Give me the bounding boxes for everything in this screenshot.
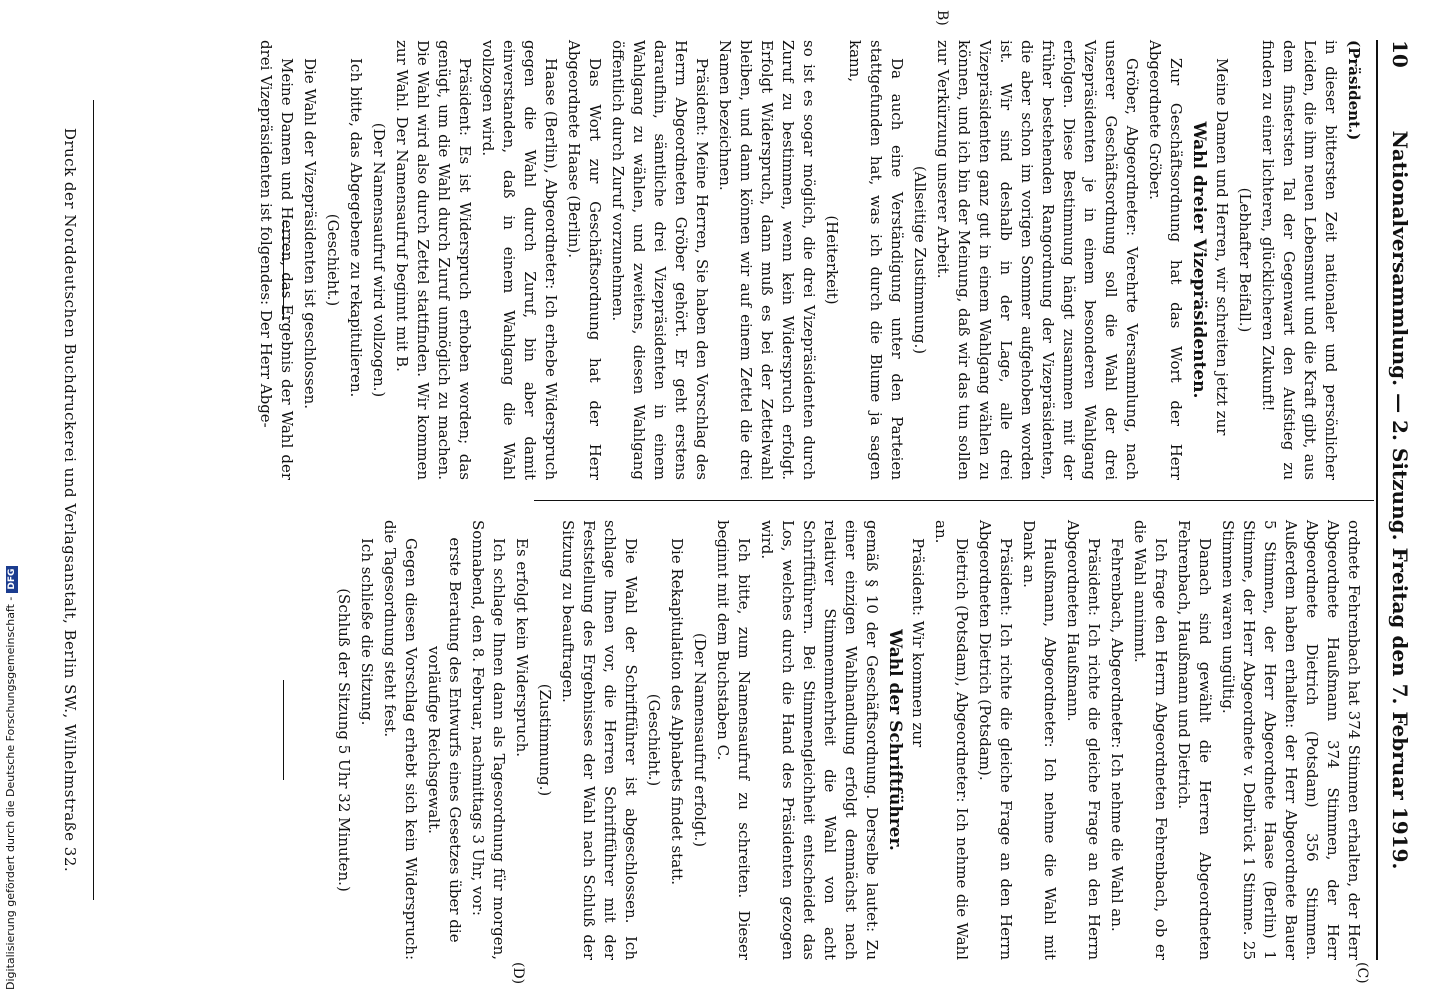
page-header (1384, 40, 1412, 960)
stage-note: (Geschieht.) (645, 693, 663, 787)
paragraph: Ich schließe die Sitzung. (358, 538, 376, 726)
paragraph: Ich bitte, zum Namensaufruf zu schreiten. Dieser beginnt mit dem Buchstaben C. (714, 520, 753, 960)
end-rule-left (283, 220, 284, 320)
paragraph: Ich schlage Ihnen dann als Tagesordnung für morgen, Sonnabend, den 8. Februar, nachmittags 3 Uhr, vor: (469, 520, 508, 960)
paragraph: Dietrich (Potsdam), Abgeordneter: Ich nehme die Wahl an. (932, 520, 971, 960)
paragraph: Fehrenbach, Abgeordneter: Ich nehme die Wahl an. (1108, 538, 1126, 932)
paragraph: Zur Geschäftsordnung hat das Wort der Herr Abgeordnete Gröber. (1146, 40, 1185, 480)
paragraph: Präsident: Wir kommen zur (909, 538, 927, 748)
stage-note: (Geschieht.) (324, 213, 342, 307)
paragraph: Haase (Berlin), Abgeordneter: Ich erhebe Widerspruch gegen die Wahl durch Zuruf, bin aber damit einverstanden, daß in einem Wahlgang die Wahl vollzogen wird. (479, 40, 560, 480)
paragraph: gemäß § 10 der Geschäftsordnung. Derselbe lautet: Zu einer einzigen Wahlhandlung erfolgt demnächst nach relativer Stimmenmehrheit die Wahl von acht Schriftführern. Bei Stimmengleichheit entscheidet das Los, welches durch die Hand des Präsidenten gezogen wird. (758, 520, 881, 960)
paragraph: Ich frage den Herrn Abgeordneten Fehrenbach, ob er die Wahl annimmt. (1131, 520, 1170, 960)
paragraph: Die Rekapitulation des Alphabets findet statt. (668, 538, 686, 885)
margin-mark-d: (D) (510, 962, 526, 985)
paragraph: so ist es sogar möglich, die drei Vizepräsidenten durch Zuruf zu bestimmen, wenn kein Widerspruch erfolgt. Erfolgt Widerspruch, dann muß es bei der Zettelwahl bleiben, und dann können wir auf einem Zettel die drei Namen bezeichnen. (716, 40, 818, 480)
funding-note (4, 566, 18, 990)
footer-rule (93, 100, 94, 900)
section-heading: Wahl der Schriftführer. (885, 629, 905, 851)
paragraph: Da auch eine Verständigung unter den Parteien stattgefunden hat, was ich durch die Blume ja sagen kann, (846, 40, 906, 480)
right-column (331, 520, 1364, 960)
paragraph: Meine Damen und Herren, das Ergebnis der Wahl der drei Vizepräsidenten ist folgendes: Der Herr Abge- (257, 40, 296, 480)
paragraph: Danach sind gewählt die Herren Abgeordneten Fehrenbach, Haußmann und Dietrich. (1175, 520, 1214, 960)
stage-note: (Der Namensaufruf erfolgt.) (691, 632, 709, 848)
paragraph: Präsident: Ich richte die gleiche Frage an den Herrn Abgeordneten Dietrich (Potsdam). (976, 520, 1015, 960)
stage-note: (Lebhafter Beifall.) (1236, 187, 1254, 333)
end-rule-right (283, 680, 284, 780)
running-title: Nationalversammlung. — 2. Sitzung. Freitag den 7. Februar 1919. (1388, 130, 1412, 870)
stage-note: (Schluß der Sitzung 5 Uhr 32 Minuten.) (335, 588, 353, 892)
header-rule (1376, 40, 1378, 960)
stage-note: (Heiterkeit) (823, 215, 841, 305)
stage-note: (Allseitige Zustimmung.) (911, 165, 929, 355)
funding-note-text: Digitalisierung gefördert durch die Deutsche Forschungsgemeinschaft - (4, 596, 17, 990)
paragraph: Präsident: Meine Herren, Sie haben den Vorschlag des Herrn Abgeordneten Gröber gehört. Er geht erstens daraufhin, sämtliche drei Vizepräsidenten in einem Wahlgang zu wählen, und zweitens, diesen Wahlgang öffentlich durch Zuruf vorzunehmen. (609, 40, 711, 480)
paragraph: Die Wahl der Schriftführer ist abgeschlossen. Ich schlage Ihnen vor, die Herren Schriftführer mit der Feststellung des Ergebnisses der Wahl nach Schluß der Sitzung zu beauftragen. (559, 520, 640, 960)
dfg-logo: DFG (6, 566, 18, 593)
paragraph: Die Wahl der Vizepräsidenten ist geschlossen. (301, 58, 319, 410)
left-column (253, 40, 1364, 480)
paragraph: in dieser bittersten Zeit nationaler und persönlicher Leiden, die ihm neuen Lebensmut und die Kraft gibt, aus dem finstersten Tal der Gegenwart den Aufstieg zu finden zu einer lichteren, glücklicheren Zukunft! (1259, 40, 1340, 480)
section-heading: Wahl dreier Vizepräsidenten. (1189, 121, 1209, 399)
paragraph: Präsident: Es ist Widerspruch erhoben worden; das genügt, um die Wahl durch Zuruf unmöglich zu machen. Die Wahl wird also durch Zettel stattfinden. Wir kommen zur Wahl. Der Namensaufruf beginnt mit B. (393, 40, 474, 480)
margin-mark-b: B) (934, 10, 950, 26)
stage-note: (Zustimmung.) (536, 683, 554, 797)
speaker-note: (Präsident.) (1345, 40, 1363, 141)
page-number: 10 (1388, 40, 1412, 68)
paragraph: Es erfolgt kein Widerspruch. (513, 538, 531, 757)
paragraph: Ich bitte, das Abgegebene zu rekapitulieren. (347, 58, 365, 398)
paragraph: Gegen diesen Vorschlag erhebt sich kein Widerspruch: die Tagesordnung steht fest. (381, 520, 420, 960)
paragraph: Gröber, Abgeordneter: Verehrte Versammlung, nach unserer Geschäftsordnung soll die Wahl der drei Vizepräsidenten je in einem besonderen Wahlgang erfolgen. Diese Bestimmung hängt zusammen mit der früher bestehenden Rangordnung der Vizepräsidenten, die aber schon im vorigen Sommer aufgehoben worden ist. Wir sind deshalb in der Lage, alle drei Vizepräsidenten ganz gut in einem Wahlgang wählen zu können, und ich bin der Meinung, daß wir das tun sollen zur Verkürzung unserer Arbeit. (934, 40, 1141, 480)
paragraph: Das Wort zur Geschäftsordnung hat der Herr Abgeordnete Haase (Berlin). (565, 40, 604, 480)
column-divider (534, 500, 1374, 501)
paragraph: Haußmann, Abgeordneter: Ich nehme die Wahl mit Dank an. (1020, 520, 1059, 960)
paragraph: ordnete Fehrenbach hat 374 Stimmen erhalten, der Herr Abgeordnete Haußmann 374 Stimmen, der Herr Abgeordnete Dietrich (Potsdam) 356 Stimmen. Außerdem haben erhalten: der Herr Abgeordnete Bauer 5 Stimmen, der Herr Abgeordnete Haase (Berlin) 1 Stimme, der Herr Abgeordnete v. Delbrück 1 Stimme. 25 Stimmen waren ungültig. (1219, 520, 1363, 960)
agenda-item: erste Beratung des Entwurfs eines Gesetzes über die vorläufige Reichsgewalt. (425, 537, 464, 943)
paragraph: Meine Damen und Herren, wir schreiten jetzt zur (1213, 58, 1231, 436)
paragraph: Präsident: Ich richte die gleiche Frage an den Herrn Abgeordneten Haußmann. (1064, 520, 1103, 960)
printer-imprint: Druck der Norddeutschen Buchdruckerei und Verlagsanstalt, Berlin SW., Wilhelmstraße 32. (61, 127, 79, 873)
margin-mark-c: (C) (1354, 962, 1370, 984)
stage-note: (Der Namensaufruf wird vollzogen.) (370, 122, 388, 398)
